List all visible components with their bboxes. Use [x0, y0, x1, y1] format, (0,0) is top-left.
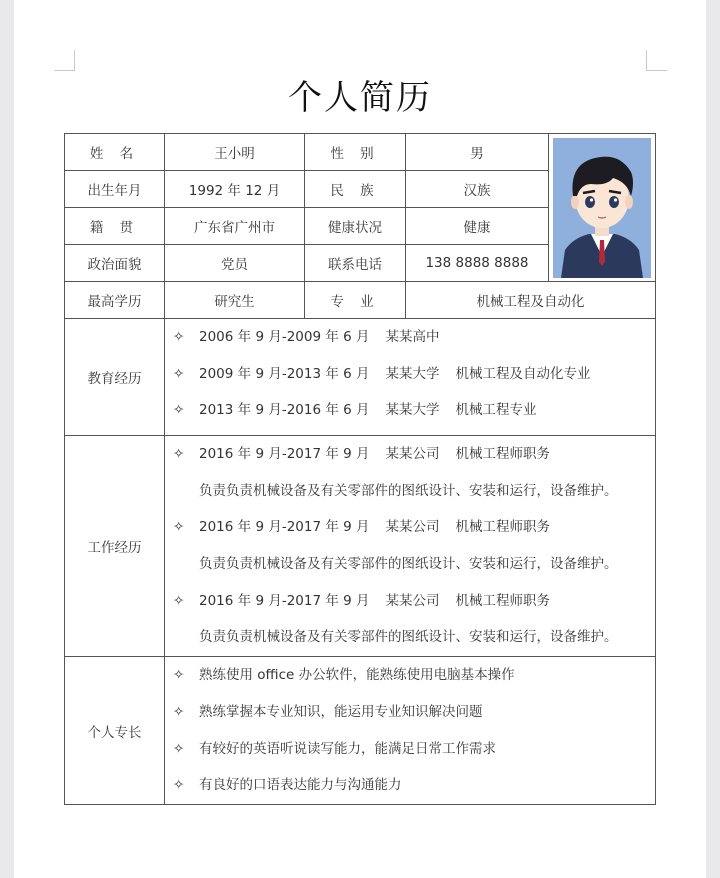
political-value: 党员	[165, 245, 305, 282]
skill-item	[173, 731, 655, 768]
bullet-icon: ✧	[173, 402, 185, 419]
education-label: 教育经历	[65, 319, 165, 436]
page-title: 个人简历	[288, 78, 432, 118]
name-value: 王小明	[165, 134, 305, 171]
skills-row	[65, 657, 656, 805]
table-row	[65, 282, 656, 319]
education-item	[173, 356, 655, 393]
gender-label: 性 别	[305, 134, 406, 171]
native-value: 广东省广州市	[165, 208, 305, 245]
work-row	[65, 436, 656, 657]
bullet-icon: ✧	[173, 365, 185, 382]
education-school: 某某大学	[385, 365, 440, 382]
work-list	[165, 436, 656, 657]
bullet-icon: ✧	[173, 519, 185, 536]
skill-item	[173, 657, 655, 694]
photo-cell	[549, 134, 656, 282]
political-label: 政治面貌	[65, 245, 165, 282]
work-period: 2016 年 9 月-2017 年 9 月	[199, 592, 370, 609]
skills-label: 个人专长	[65, 657, 165, 805]
education-major: 机械工程及自动化专业	[455, 365, 591, 382]
work-item	[173, 509, 655, 546]
bullet-icon: ✧	[173, 703, 185, 720]
skill-text: 熟练掌握本专业知识，能运用专业知识解决问题	[199, 703, 483, 720]
health-label: 健康状况	[305, 208, 406, 245]
work-item	[173, 583, 655, 620]
work-description: 负责负责机械设备及有关零部件的图纸设计、安装和运行，设备维护。	[199, 556, 618, 573]
education-period: 2009 年 9 月-2013 年 6 月	[199, 365, 370, 382]
work-position: 机械工程师职务	[455, 592, 551, 609]
table-row	[65, 134, 656, 171]
major-value: 机械工程及自动化	[406, 282, 656, 319]
bullet-icon: ✧	[173, 446, 185, 462]
bullet-icon: ✧	[173, 777, 185, 794]
work-company: 某某公司	[385, 446, 440, 462]
skill-text: 有较好的英语听说读写能力，能满足日常工作需求	[199, 740, 496, 757]
name-label: 姓 名	[65, 134, 165, 171]
native-label: 籍 贯	[65, 208, 165, 245]
health-value: 健康	[406, 208, 549, 245]
education-major: 机械工程专业	[455, 402, 537, 419]
work-label: 工作经历	[65, 436, 165, 657]
work-period: 2016 年 9 月-2017 年 9 月	[199, 519, 370, 536]
bullet-icon: ✧	[173, 592, 185, 609]
birth-value: 1992 年 12 月	[165, 171, 305, 208]
education-period: 2006 年 9 月-2009 年 6 月	[199, 329, 370, 345]
birth-label: 出生年月	[65, 171, 165, 208]
skill-text: 熟练使用 office 办公软件，能熟练使用电脑基本操作	[199, 667, 515, 684]
degree-value: 研究生	[165, 282, 305, 319]
skill-item	[173, 767, 655, 804]
education-item	[173, 392, 655, 429]
education-item	[173, 319, 655, 356]
work-item	[173, 436, 655, 473]
education-school: 某某大学	[385, 402, 440, 419]
bullet-icon: ✧	[173, 740, 185, 757]
work-company: 某某公司	[385, 519, 440, 536]
work-company: 某某公司	[385, 592, 440, 609]
ethnic-label: 民 族	[305, 171, 406, 208]
document-page	[14, 0, 706, 878]
avatar	[553, 138, 651, 278]
ethnic-value: 汉族	[406, 171, 549, 208]
work-position: 机械工程师职务	[455, 446, 551, 462]
page-corner-mark	[646, 50, 667, 71]
phone-value: 138 8888 8888	[406, 245, 549, 282]
page-corner-mark	[54, 50, 75, 71]
education-school: 某某高中	[385, 329, 440, 345]
bullet-icon: ✧	[173, 667, 185, 684]
degree-label: 最高学历	[65, 282, 165, 319]
phone-label: 联系电话	[305, 245, 406, 282]
work-position: 机械工程师职务	[455, 519, 551, 536]
bullet-icon: ✧	[173, 329, 185, 345]
skill-text: 有良好的口语表达能力与沟通能力	[199, 777, 402, 794]
education-list	[165, 319, 656, 436]
education-period: 2013 年 9 月-2016 年 6 月	[199, 402, 370, 419]
education-row	[65, 319, 656, 436]
skill-item	[173, 694, 655, 731]
major-label: 专 业	[305, 282, 406, 319]
gender-value: 男	[406, 134, 549, 171]
resume-table	[64, 133, 656, 805]
skills-list	[165, 657, 656, 805]
work-description: 负责负责机械设备及有关零部件的图纸设计、安装和运行，设备维护。	[199, 482, 618, 499]
work-description: 负责负责机械设备及有关零部件的图纸设计、安装和运行，设备维护。	[199, 629, 618, 646]
work-period: 2016 年 9 月-2017 年 9 月	[199, 446, 370, 462]
